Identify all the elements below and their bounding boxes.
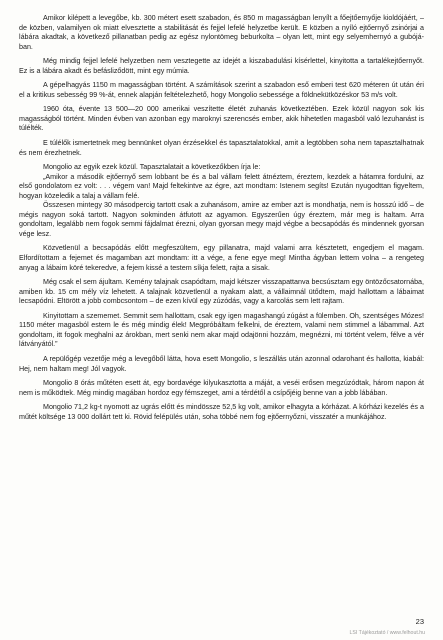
paragraph: E túlélők ismertetnek meg bennünket olyan érzésekkel és tapasztalatokkal, amit a legtöbben soha nem tapasztalhatnak és nem érezhetnek.: [19, 139, 424, 157]
paragraph: Összesen mintegy 30 másodpercig tartott csak a zuhanásom, amire az ember azt is mondhatja, nem is hosszú idő – de mégis nagyon soká tartott. Nagyon sokminden átfutott az agyamon. Egyszerűen úgy éreztem, már meg is haltam. Arra gondoltam, legalább nem fogok semmi fájdalmat érezni, olyan gyorsan megy majd végbe a becsapódás és mindennek gyorsan vége lesz.: [19, 201, 424, 238]
paragraph: A gépelhagyás 1150 m magasságban történt. A számítások szerint a szabadon eső emberi test 620 méteren út után éri el a kritikus sebesség 99 %-át, ennek alapján feltételezhető, hogy Mongolio sebessége a földnekütközéskor 53 m/s volt.: [19, 81, 424, 99]
footer-credit: LSI Tájékoztató / www.felhout.hu: [349, 630, 425, 636]
paragraph: Mongolio 71,2 kg-t nyomott az ugrás előtt és mindössze 52,5 kg volt, amikor elhagyta a kórházat. A kórházi kezelés és a műtét költsége 13 000 dollárt tett ki. Rövid felépülés után, soha többé nem fog ejtőernyőzni, visszatér a munkájához.: [19, 403, 424, 421]
paragraph: Mongolio 8 órás műtéten esett át, egy bordavége kilyukasztotta a máját, a veséi erősen megzúzódtak, három napon át nem is működtek. Még mindig magában hordoz egy fémszeget, ami a térdétől a csípőjéig benne van a jobb lábában.: [19, 379, 424, 397]
paragraph: A repülőgép vezetője még a levegőből látta, hova esett Mongolio, s leszállás után azonnal odarohant és hallotta, kiabál: Hej, nem haltam meg! Jól vagyok.: [19, 354, 424, 373]
paragraph: Közvetlenül a becsapódás előtt megfeszültem, egy pillanatra, majd valami arra késztetett, engedjem el magam. Elfordítottam a fejemet és magamban azt mondtam: itt a vége, a fene egye meg! Mintha ágyban lettem volna – a rengeteg anyag a lábaim köré tekeredve, a fejem kissé a testem síkja felett, rajta a sisak.: [19, 244, 424, 272]
paragraph: Amikor kilépett a levegőbe, kb. 300 métert esett szabadon, és 850 m magasságban lenyílt a főejtőernyője kioldójáért, – de közben, valamilyen ok miatt elvesztette a stabilitását és fejjel lefelé helyzetbe került. E közben a nyíló ejtőernyő zsinórjai a lábára akadtak, a következő pillanatban pedig az egész nylontömeg beburkolta – olyan lett, mint egy selyemhernyó a gubójában.: [19, 14, 424, 51]
paragraph: Mongolio az egyik ezek közül. Tapasztalatait a következőkben írja le:: [43, 163, 261, 172]
paragraph: Még csak el sem ájultam. Kemény talajnak csapódtam, majd kétszer visszapattanva becsúsztam egy öntözőcsatornába, amiben kb. 15 cm mély víz lehetett. A talajnak közvetlenül a nyakam alatt, a vállaimnál ütődtem, majd hallottam a lábaimat lecsapódni. Eltörött a jobb combcsontom – de ezen kívül egy zúzódás, vagy a karcolás sem lett rajtam.: [19, 278, 424, 306]
paragraph: „Amikor a második ejtőernyő sem lobbant be és a bal vállam felett átnéztem, éreztem, kezdek a hátamra fordulni, az első gondolatom ez volt: . . . végem van! Majd feltekintve az égre, azt mondtam: Istenem segíts! Ezután nyugodttan figyeltem, hogyan közeledik a talaj a vállam felé.: [19, 172, 424, 200]
paragraph: Kinyitottam a szememet. Semmit sem hallottam, csak egy igen magashangú zúgást a fülemben. Oh, szentséges Mózes! 1150 méter magasból estem le és még mindig élek! Megpróbáltam felkelni, de éreztem, valami nem stimmel a lábammal. Azt gondoltam, itt fogok meghalni az árokban, mert senki nem akar majd odajönni hozzám, megnézni, mi történt velem, félve a vér látványától.”: [19, 311, 424, 349]
body-text: [19, 14, 424, 422]
paragraph: Még mindig fejjel lefelé helyzetben nem vesztegette az idejét a kiszabadulási kísérlettel, kinyitotta a tartalékejtőernyőt. Ez is a lábára akadt és befásliződött, mint egy múmia.: [19, 57, 424, 75]
paragraph: 1960 óta, évente 13 500—20 000 amerikai veszítette életét zuhanás következtében. Ezek közül nagyon sok kis magasságból történt. Minden évben van azonban egy maroknyi szerencsés ember, akik hihetetlen magasból való lezuhanást is túlélték.: [19, 105, 424, 133]
page-number: 23: [415, 617, 424, 626]
